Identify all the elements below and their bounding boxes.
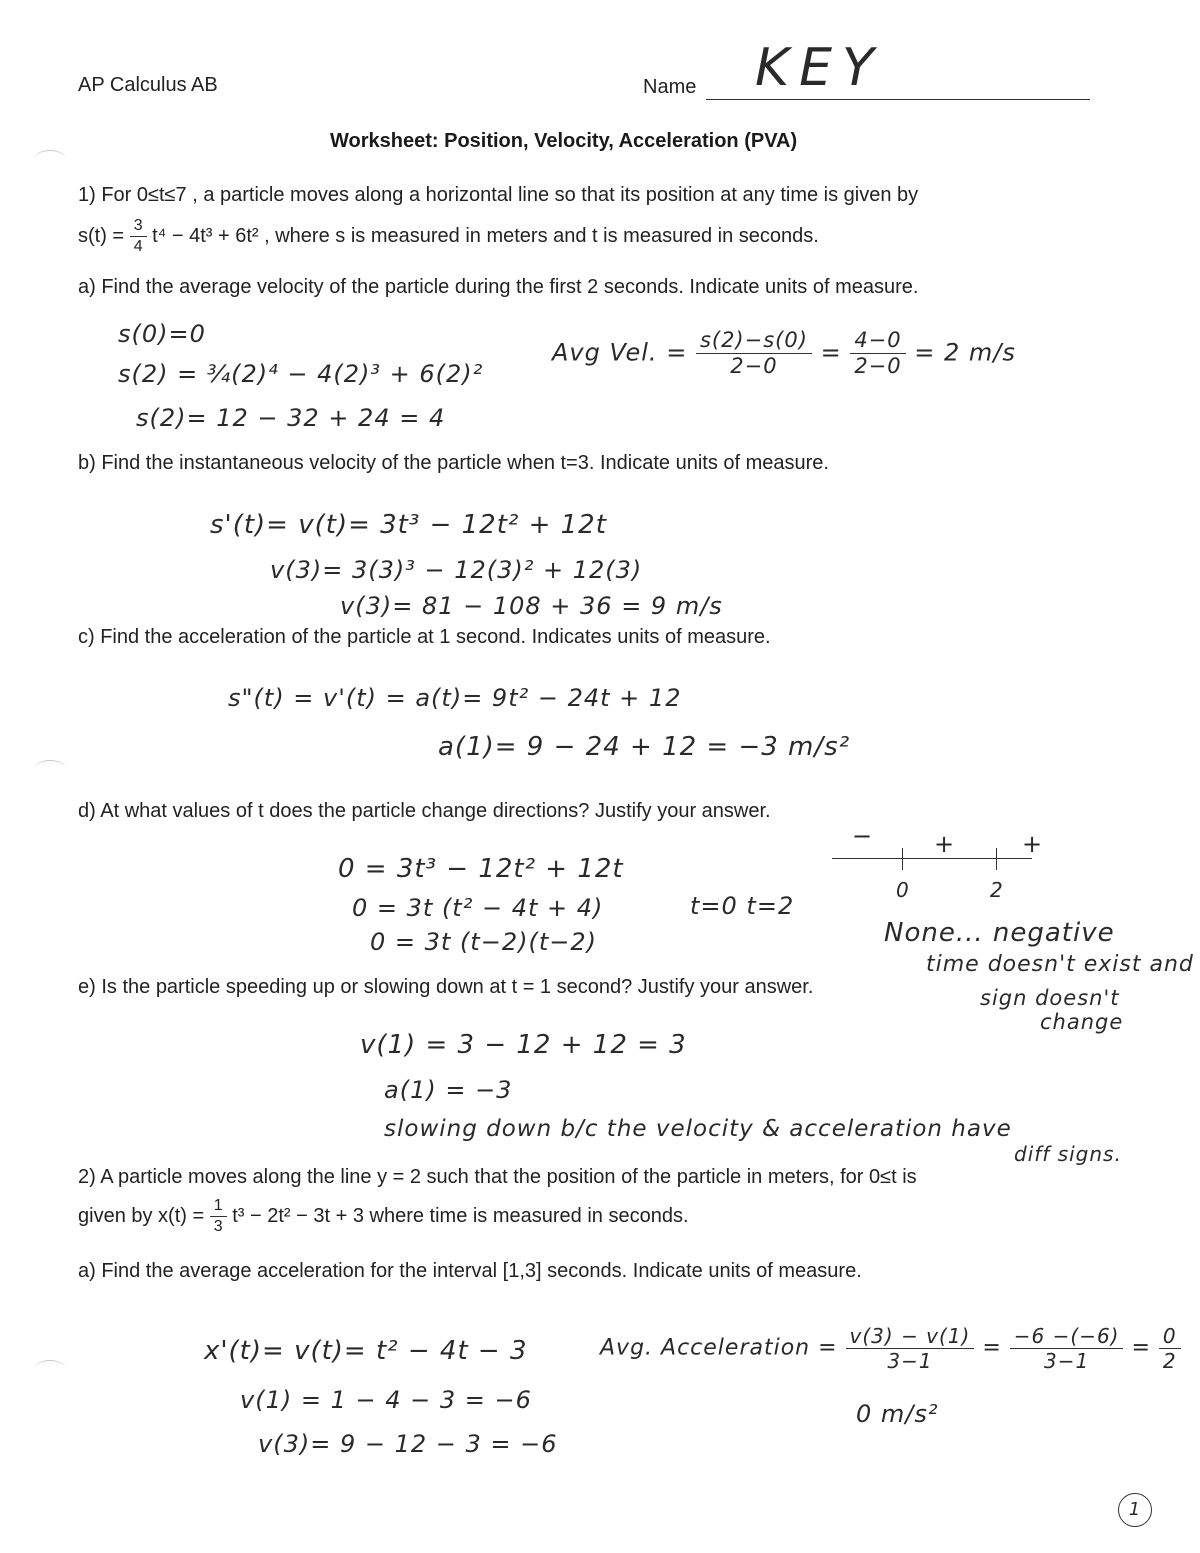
avg-acc-frac1-den: 3−1 [887,1349,933,1373]
question-1c: c) Find the acceleration of the particle at 1 second. Indicates units of measure. [78,626,771,648]
work-1c-line2: a(1)= 9 − 24 + 12 = −3 m/s² [438,732,851,762]
answer-1d-line1: None... negative [884,918,1115,948]
name-line [706,99,1090,100]
answer-1d-line3: sign doesn't [980,986,1120,1010]
coef-denominator: 3 [213,1218,223,1235]
equals-sign: = [982,1335,1002,1361]
avg-acceleration-result: 0 m/s² [856,1400,939,1428]
position-function-label: s(t) = [78,224,125,247]
work-1b-line1: s'(t)= v(t)= 3t³ − 12t² + 12t [210,510,607,540]
sign-chart-tick [902,848,903,870]
avg-vel-frac2-num: 4−0 [850,330,905,354]
avg-velocity-expression [552,330,1016,377]
equals-sign: = [1131,1335,1151,1361]
answer-1d-line2: time doesn't exist and [926,952,1194,977]
work-1d-line3: 0 = 3t (t−2)(t−2) [370,928,597,956]
question-1e: e) Is the particle speeding up or slowing down at t = 1 second? Justify your answer. [78,976,814,998]
sign-chart-line [832,858,1032,859]
worksheet-title: Worksheet: Position, Velocity, Acceleration (PVA) [330,130,798,152]
name-value: KEY [755,38,884,98]
sign-negative: − [852,822,874,850]
coef-denominator: 4 [133,238,143,255]
avg-acc-frac2-num: −6 −(−6) [1010,1326,1124,1349]
work-2a-line1: x'(t)= v(t)= t² − 4t − 3 [204,1336,528,1366]
question-1a: a) Find the average velocity of the particle during the first 2 seconds. Indicate units of measure. [78,276,919,298]
avg-acc-frac3-num: 0 [1159,1326,1181,1349]
avg-velocity-result: = 2 m/s [914,338,1016,367]
sign-positive: + [934,830,956,858]
avg-acceleration-label: Avg. Acceleration = [600,1335,838,1361]
question-1d: d) At what values of t does the particle change directions? Justify your answer. [78,800,771,822]
avg-acc-frac2-den: 3−1 [1044,1349,1090,1373]
problem1-intro-line2 [78,218,819,255]
work-2a-line3: v(3)= 9 − 12 − 3 = −6 [258,1430,558,1458]
sign-positive: + [1022,830,1044,858]
coef-numerator: 1 [210,1198,227,1217]
work-1e-line2: a(1) = −3 [384,1076,513,1104]
work-1b-line2: v(3)= 3(3)³ − 12(3)² + 12(3) [270,556,643,584]
avg-vel-frac1-num: s(2)−s(0) [696,330,812,354]
work-1d-line2: 0 = 3t (t² − 4t + 4) [352,894,604,922]
answer-1d-line4: change [1040,1010,1124,1034]
avg-acc-frac3-den: 2 [1162,1349,1177,1373]
sign-chart-point: 0 [896,878,910,902]
avg-acceleration-expression [600,1326,1181,1371]
hole-mark [34,760,66,779]
work-1e-line1: v(1) = 3 − 12 + 12 = 3 [360,1030,687,1060]
hole-mark [34,150,66,169]
name-label: Name [643,76,697,98]
course-title: AP Calculus AB [78,74,218,96]
equals-sign: = [820,338,842,367]
sign-chart-tick [996,848,997,870]
work-2a-line2: v(1) = 1 − 4 − 3 = −6 [240,1386,532,1414]
work-1e-line3: slowing down b/c the velocity & acceleration have [384,1116,1012,1142]
work-1e-line4: diff signs. [1014,1142,1122,1166]
work-1a-line3: s(2)= 12 − 32 + 24 = 4 [136,404,446,432]
avg-acc-frac1-num: v(3) − v(1) [846,1326,975,1349]
problem2-intro-line1: 2) A particle moves along the line y = 2 such that the position of the particle in meters, for 0≤t is [78,1166,917,1188]
coef-numerator: 3 [130,218,147,237]
avg-vel-frac2-den: 2−0 [854,354,902,378]
position-function-rest: t³ − 2t² − 3t + 3 where time is measured in seconds. [232,1204,689,1227]
sign-chart-point: 2 [990,878,1004,902]
problem1-intro-line1: 1) For 0≤t≤7 , a particle moves along a horizontal line so that its position at any time is given by [78,184,919,206]
avg-velocity-label: Avg Vel. = [552,338,688,367]
work-1b-line3: v(3)= 81 − 108 + 36 = 9 m/s [340,592,723,620]
problem2-intro-line2 [78,1198,689,1235]
work-1a-line2: s(2) = ¾(2)⁴ − 4(2)³ + 6(2)² [118,360,484,388]
avg-vel-frac1-den: 2−0 [730,354,778,378]
position-function-rest: t⁴ − 4t³ + 6t² , where s is measured in meters and t is measured in seconds. [152,224,819,247]
work-1d-line1: 0 = 3t³ − 12t² + 12t [338,854,624,884]
page-number: 1 [1118,1493,1152,1527]
hole-mark [34,1360,66,1379]
question-2a: a) Find the average acceleration for the interval [1,3] seconds. Indicate units of measure. [78,1260,862,1282]
work-1a-line1: s(0)=0 [118,320,206,348]
work-1d-roots: t=0 t=2 [690,892,795,920]
question-1b: b) Find the instantaneous velocity of the particle when t=3. Indicate units of measure. [78,452,829,474]
position-function-label: given by x(t) = [78,1204,205,1227]
work-1c-line1: s"(t) = v'(t) = a(t)= 9t² − 24t + 12 [228,684,682,712]
